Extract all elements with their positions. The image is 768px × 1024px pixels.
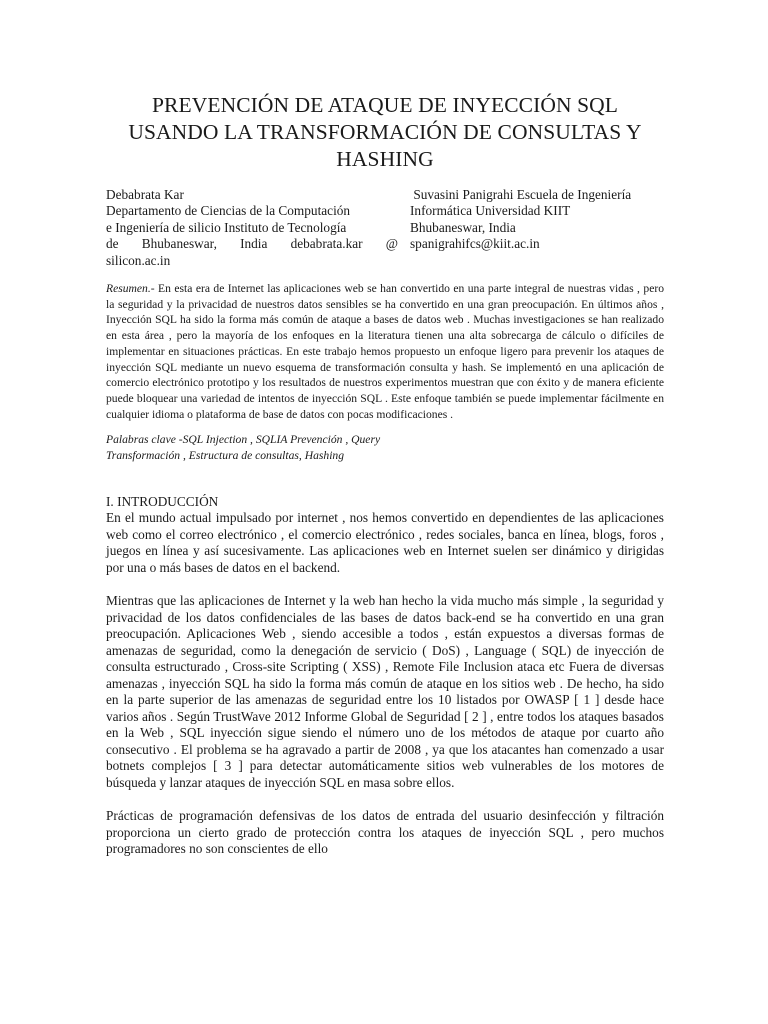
- keywords: [106, 432, 664, 463]
- body-paragraph: Mientras que las aplicaciones de Internet y la web han hecho la vida mucho más simple , la seguridad y privacidad de los datos confidenciales de las bases de datos back-end se ha convertido en una gran preocupación. Aplicaciones Web , siendo accesible a todos , están expuestos a diversas formas de amenazas de seguridad, como la denegación de servicio ( DoS) , Language ( SQL) de inyección de consulta estructurado , Cross-site Scripting ( XSS) , Remote File Inclusion ataca etc Fuera de diversas amenazas , inyección SQL ha sido la forma más común de ataque en los sitios web . De hecho, ha sido en la parte superior de las amenazas de seguridad entre los 10 listados por OWASP [ 1 ] desde hace varios años . Según TrustWave 2012 Informe Global de Seguridad [ 2 ] , entre todos los ataques basados en la Web , SQL inyección sigue siendo el número uno de los métodos de ataque por cuarto año consecutivo . El problema se ha agravado a partir de 2008 , ya que los atacantes han comenzado a usar botnets complejos [ 3 ] para detectar automáticamente sitios web vulnerables de los motores de búsqueda y lanzar ataques de inyección SQL en masa sobre ellos.: [106, 593, 664, 790]
- author-line: Suvasini Panigrahi Escuela de Ingeniería: [410, 187, 632, 202]
- body-paragraph: Prácticas de programación defensivas de los datos de entrada del usuario desinfección y filtración proporciona un cierto grado de protección contra los ataques de inyección SQL , pero muchos programadores no son conscientes de ello: [106, 808, 664, 857]
- author-line: e Ingeniería de silicio Instituto de Tecnología: [106, 219, 347, 235]
- author-line: Bhubaneswar, India: [410, 219, 516, 235]
- paper-title: [106, 92, 664, 173]
- author-right: [410, 187, 664, 269]
- abstract-label: Resumen.: [106, 282, 151, 296]
- author-line: spanigrahifcs@kiit.ac.in: [410, 236, 540, 252]
- document-page: [106, 92, 664, 875]
- abstract: [106, 281, 664, 422]
- author-line: Informática Universidad KIIT: [410, 203, 571, 219]
- keywords-line: Transformación , Estructura de consultas, Hashing: [106, 449, 345, 463]
- body-paragraph: En el mundo actual impulsado por internet , nos hemos convertido en dependientes de las aplicaciones web como el correo electrónico , el comercio electrónico , redes sociales, banca en línea, blogs, foros , juegos en línea y así sucesivamente. Las aplicaciones web en Internet suelen ser dinámico y dirigidas por una o más bases de datos en el backend.: [106, 510, 664, 575]
- author-line: de Bhubaneswar, India debabrata.kar @: [106, 236, 398, 252]
- abstract-text: - En esta era de Internet las aplicaciones web se han convertido en una parte integral de nuestras vidas , pero la seguridad y la privacidad de nuestros datos sensibles se ha convertido en una gran preocupación. En últimos años , Inyección SQL ha sido la forma más común de ataque a bases de datos web . Muchas investigaciones se han realizado en esta área , pero la mayoría de los enfoques en la literatura tienen una alta sobrecarga de cálculo o difíciles de implementar en situaciones prácticas. En este trabajo hemos propuesto un enfoque ligero para prevenir los ataques de inyección SQL mediante un nuevo esquema de transformación consulta y hash. Se implementó en una aplicación de comercio electrónico prototipo y los resultados de nuestros experimentos muestran que con éxito y de manera eficiente puede bloquear una variedad de intentos de inyección SQL . Este enfoque también se puede implementar fácilmente en cualquier idioma o plataforma de base de datos con pocas modificaciones .: [106, 282, 664, 421]
- author-block: [106, 187, 664, 269]
- section-heading: I. INTRODUCCIÓN: [106, 493, 219, 509]
- author-line: Debabrata Kar: [106, 187, 184, 202]
- title-line: PREVENCIÓN DE ATAQUE DE INYECCIÓN SQL: [151, 93, 618, 117]
- author-line: silicon.ac.in: [106, 252, 171, 268]
- title-line: USANDO LA TRANSFORMACIÓN DE CONSULTAS Y: [128, 120, 642, 144]
- keywords-line: Palabras clave -SQL Injection , SQLIA Prevención , Query: [106, 433, 381, 447]
- title-line: HASHING: [336, 147, 434, 171]
- author-line: Departamento de Ciencias de la Computación: [106, 203, 351, 219]
- author-left: [106, 187, 398, 269]
